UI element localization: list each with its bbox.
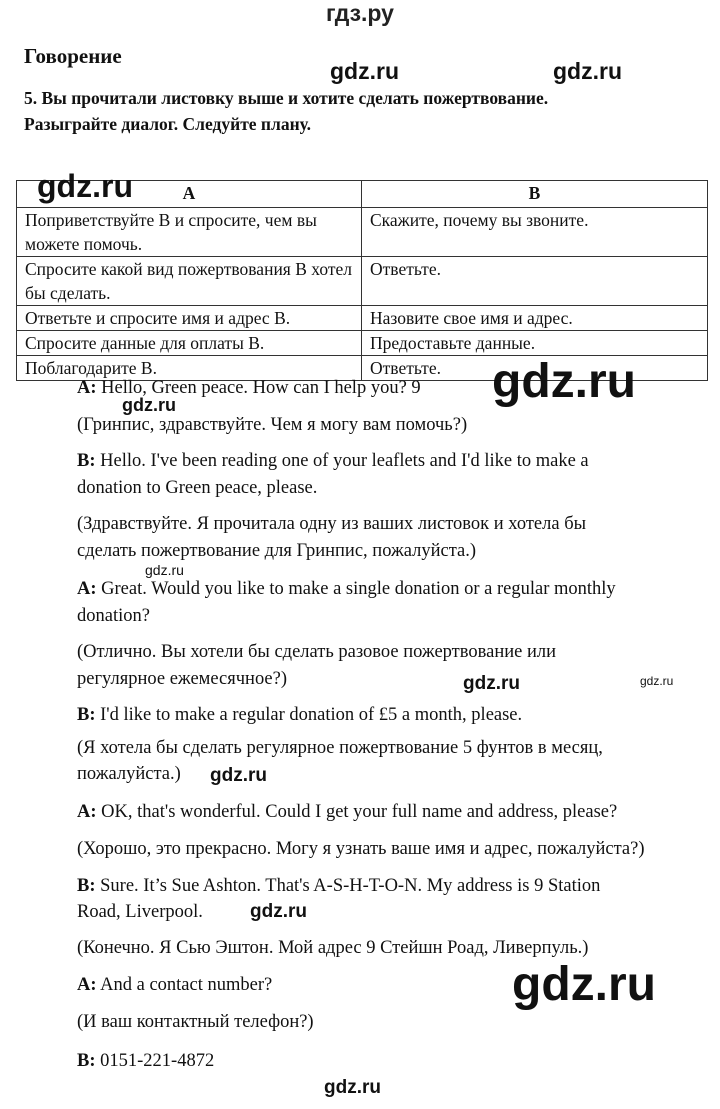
cell: Поблагодарите В. (17, 356, 362, 381)
dialog-text: Sure. It’s Sue Ashton. That's A-S-H-T-O-N. My address is 9 Station (95, 876, 601, 896)
dialog-text: (Хорошо, это прекрасно. Могу я узнать ваше имя и адрес, пожалуйста?) (77, 839, 645, 859)
dialog-text: Road, Liverpool. (77, 902, 203, 922)
dialog-text: Hello, Green peace. How can I help you? 9 (96, 378, 421, 398)
dialog-line (77, 705, 522, 726)
dialog-line (77, 642, 556, 663)
dialog-line (77, 415, 467, 436)
dialog-line (77, 902, 203, 923)
dialog-text: I'd like to make a regular donation of £5 a month, please. (95, 705, 523, 725)
speaker-label: B: (77, 705, 96, 725)
speaker-label: A: (77, 378, 97, 398)
dialog-line (77, 738, 603, 759)
plan-table (16, 180, 708, 381)
dialog-line (77, 975, 272, 996)
watermark: gdz.ru (492, 355, 636, 408)
dialog-line (77, 579, 616, 600)
watermark: gdz.ru (512, 958, 656, 1011)
dialog-text: регулярное ежемесячное?) (77, 669, 288, 689)
watermark: gdz.ru (210, 765, 267, 786)
watermark: gdz.ru (553, 58, 622, 84)
cell: Ответьте и спросите имя и адрес В. (17, 306, 362, 331)
cell: Скажите, почему вы звоните. (362, 208, 708, 257)
dialog-text: (Конечно. Я Сью Эштон. Мой адрес 9 Стейшн Роад, Ливерпуль.) (77, 938, 589, 958)
dialog-text: (Я хотела бы сделать регулярное пожертвование 5 фунтов в месяц, (77, 738, 603, 758)
watermark: gdz.ru (640, 674, 674, 688)
dialog-line (77, 764, 181, 785)
dialog-line (77, 839, 645, 860)
watermark: gdz.ru (37, 168, 133, 204)
task-line: 5. Вы прочитали листовку выше и хотите сделать пожертвование. (24, 88, 549, 108)
cell: Ответьте. (362, 257, 708, 306)
watermark: gdz.ru (463, 673, 520, 694)
dialog-text: (И ваш контактный телефон?) (77, 1012, 314, 1032)
dialog-text: donation? (77, 606, 150, 626)
watermark: gdz.ru (324, 1077, 381, 1098)
dialog-text: And a contact number? (96, 975, 273, 995)
dialog-line (77, 451, 589, 472)
cell: Предоставьте данные. (362, 331, 708, 356)
dialog-text: пожалуйста.) (77, 764, 181, 784)
cell: Ответьте. (362, 356, 708, 381)
speaker-label: B: (77, 451, 96, 471)
col-header-b: B (362, 181, 708, 208)
dialog-text: (Отлично. Вы хотели бы сделать разовое пожертвование или (77, 642, 556, 662)
dialog-line (77, 478, 317, 499)
dialog-line (77, 606, 150, 627)
dialog-line (77, 1012, 314, 1033)
dialog-text: Great. Would you like to make a single donation or a regular monthly (96, 579, 616, 599)
dialog-text: сделать пожертвование для Гринпис, пожалуйста.) (77, 541, 477, 561)
speaker-label: B: (77, 876, 96, 896)
dialog-line (77, 938, 588, 959)
col-header-a: A (17, 181, 362, 208)
cell: Спросите данные для оплаты В. (17, 331, 362, 356)
cell: Назовите свое имя и адрес. (362, 306, 708, 331)
dialog-text: donation to Green peace, please. (77, 478, 318, 498)
watermark: gdz.ru (145, 562, 184, 578)
watermark: gdz.ru (330, 58, 399, 84)
dialog-line (77, 541, 476, 562)
dialog-line (77, 514, 586, 535)
dialog-line (77, 1051, 214, 1072)
dialog-text: (Здравствуйте. Я прочитала одну из ваших листовок и хотела бы (77, 514, 587, 534)
speaker-label: A: (77, 802, 97, 822)
watermark: gdz.ru (250, 901, 307, 922)
dialog-line (77, 802, 617, 823)
dialog-text: Hello. I've been reading one of your leaflets and I'd like to make a (95, 451, 589, 471)
dialog-text: 0151-221-4872 (95, 1051, 215, 1071)
site-title: гдз.ру (326, 0, 394, 26)
cell: Поприветствуйте В и спросите, чем вы можете помочь. (17, 208, 362, 257)
cell: Спросите какой вид пожертвования В хотел бы сделать. (17, 257, 362, 306)
task-line: Разыграйте диалог. Следуйте плану. (24, 114, 312, 134)
dialog-line (77, 876, 600, 897)
watermark: gdz.ru (122, 395, 176, 415)
section-heading: Говорение (24, 44, 122, 68)
speaker-label: A: (77, 579, 97, 599)
speaker-label: A: (77, 975, 97, 995)
dialog-text: OK, that's wonderful. Could I get your full name and address, please? (96, 802, 618, 822)
dialog-text: (Гринпис, здравствуйте. Чем я могу вам помочь?) (77, 415, 468, 435)
speaker-label: B: (77, 1051, 96, 1071)
dialog-line (77, 669, 287, 690)
